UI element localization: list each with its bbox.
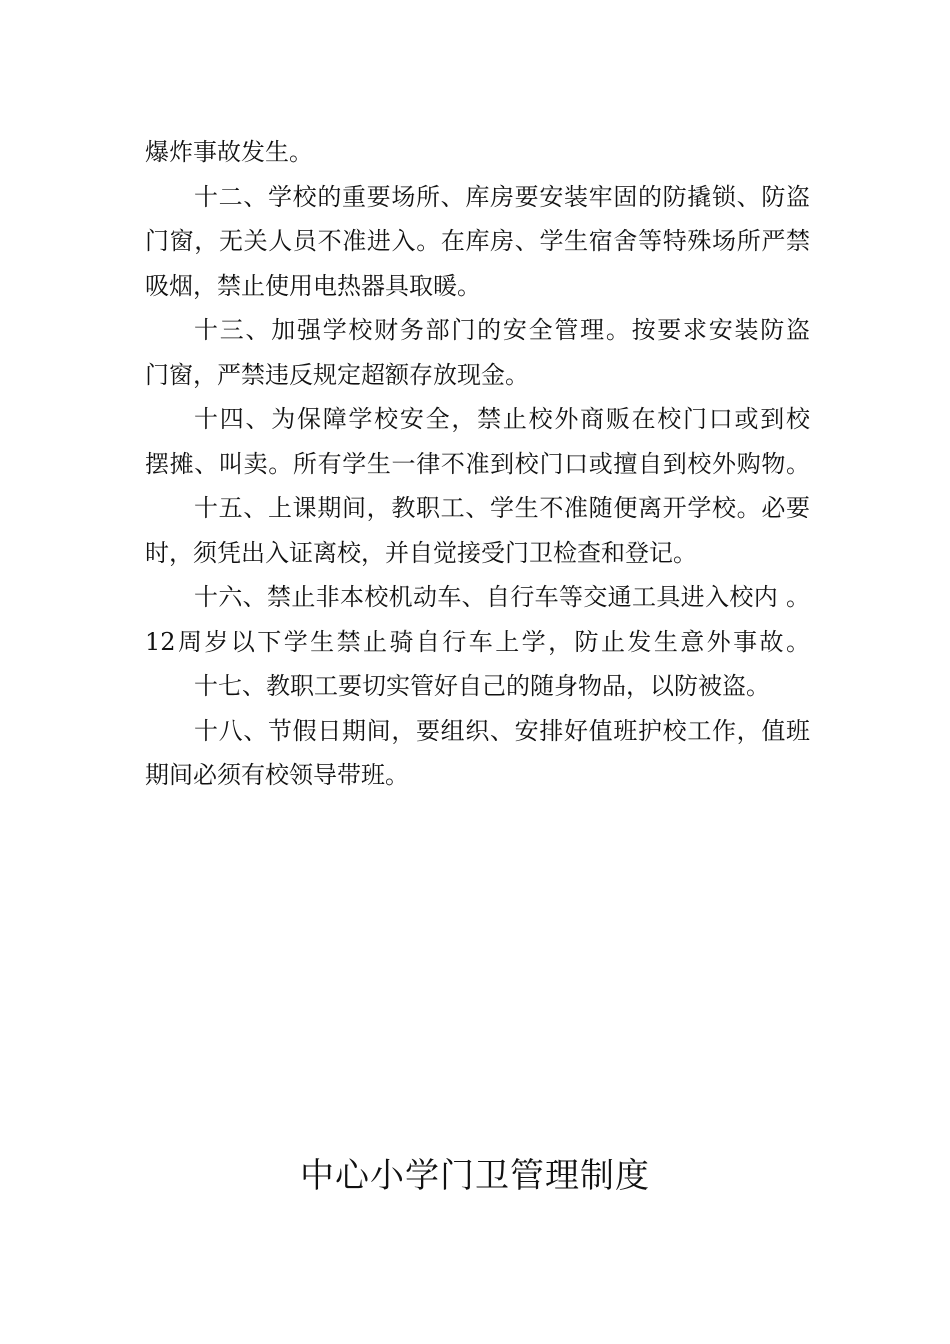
text-line: 十八、节假日期间，要组织、安排好值班护校工作，值班 — [194, 716, 810, 745]
text-line: 十五、上课期间，教职工、学生不准随便离开学校。必要 — [194, 494, 810, 522]
text-line: 门窗，无关人员不准进入。在库房、学生宿舍等特殊场所严禁 — [145, 227, 810, 255]
regulation-body — [145, 130, 810, 798]
text-line: 十三、加强学校财务部门的安全管理。按要求安装防盗 — [194, 316, 810, 344]
text-line: 十二、学校的重要场所、库房要安装牢固的防撬锁、防盗 — [194, 182, 810, 211]
text-line: 十七、教职工要切实管好自己的随身物品，以防被盗。 — [194, 672, 770, 700]
text-line: 十六、禁止非本校机动车、自行车等交通工具进入校内 。 — [194, 583, 810, 611]
text-line: 期间必须有校领导带班。 — [145, 761, 409, 789]
text-line: 吸烟，禁止使用电热器具取暖。 — [145, 271, 481, 300]
text-line: 爆炸事故发生。 — [145, 138, 313, 166]
page-title: 中心小学门卫管理制度 — [300, 1156, 650, 1196]
text-line: 时，须凭出入证离校，并自觉接受门卫检查和登记。 — [145, 538, 697, 567]
text-line: 十四、为保障学校安全，禁止校外商贩在校门口或到校 — [194, 405, 810, 433]
text-line: 摆摊、叫卖。所有学生一律不准到校门口或擅自到校外购物。 — [145, 449, 810, 478]
text-line: 12周岁以下学生禁止骑自行车上学，防止发生意外事故。 — [145, 627, 810, 656]
text-line: 门窗，严禁违反规定超额存放现金。 — [145, 360, 529, 389]
